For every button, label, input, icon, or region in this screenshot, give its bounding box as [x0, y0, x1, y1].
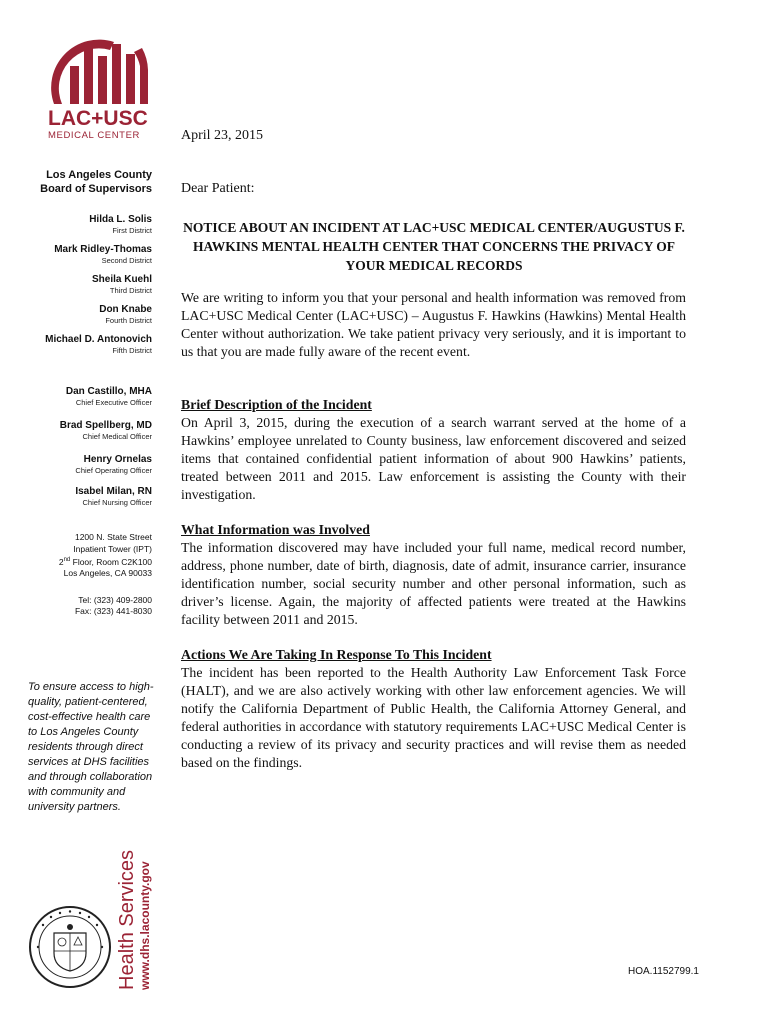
notice-headline: NOTICE ABOUT AN INCIDENT AT LAC+USC MEDICAL CENTER/AUGUSTUS F. HAWKINS MENTAL HEALTH CENTER THAT CONCERNS THE PRIVACY OF YOUR MEDICAL RECORDS: [183, 220, 685, 273]
supervisor-role: Third District: [109, 286, 152, 295]
county-seal-icon: [28, 905, 112, 989]
officer-role: Chief Operating Officer: [75, 466, 152, 475]
officer-name: Henry Ornelas: [83, 454, 152, 465]
letter-date: April 23, 2015: [181, 128, 264, 143]
logo-text: [48, 108, 164, 141]
officer-role: Chief Executive Officer: [75, 398, 152, 407]
fax-number: Fax: (323) 441-8030: [74, 606, 152, 617]
phone-block: [20, 595, 152, 618]
section-incident: [181, 396, 686, 504]
officer-name: Brad Spellberg, MD: [59, 420, 152, 431]
section-body: The information discovered may have included your full name, medical record number, address, phone number, date of birth, diagnosis, date of admit, insurance carrier, insurance identification number, social security number and other personal information, such as driver’s license. Again, the majority of affected patients were treated at the Hawkins facility between 2011 and 2015.: [181, 540, 686, 627]
reference-code: HOA.1152799.1: [628, 966, 699, 977]
officer-name: Dan Castillo, MHA: [65, 386, 152, 397]
supervisor-role: Second District: [101, 256, 152, 265]
supervisor-role: First District: [112, 226, 152, 235]
address-line: 1200 N. State Street: [74, 532, 152, 542]
supervisor-name: Michael D. Antonovich: [45, 334, 152, 345]
supervisor-role: Fourth District: [105, 316, 152, 325]
officer-role: Chief Nursing Officer: [82, 498, 152, 507]
section-actions: [181, 646, 686, 772]
logo-sub-text: MEDICAL CENTER: [48, 130, 140, 141]
mission-statement: To ensure access to high-quality, patient-centered, cost-effective health care to Los Angeles County residents through direct services at DHS facilities and through collaboration with community and university partners.: [28, 681, 154, 813]
tel-number: Tel: (323) 409-2800: [78, 594, 152, 605]
address-block: [20, 532, 152, 580]
intro-paragraph: We are writing to inform you that your personal and health information was removed from LAC+USC Medical Center (LAC+USC) – Augustus F. Hawkins (Hawkins) Mental Health Center without authorization. We take patient privacy very seriously, and it is important to us that you are made fully aware of the recent event.: [181, 290, 686, 359]
officer-role: Chief Medical Officer: [82, 432, 152, 441]
sidebar: [20, 168, 152, 618]
section-heading: Brief Description of the Incident: [181, 397, 372, 412]
section-information: [181, 521, 686, 629]
supervisor-role: Fifth District: [112, 346, 152, 355]
website-url: www.dhs.lacounty.gov: [138, 861, 152, 990]
board-title-line1: Los Angeles County: [46, 169, 152, 181]
address-line: Los Angeles, CA 90033: [63, 568, 152, 579]
section-heading: What Information was Involved: [181, 522, 370, 537]
section-body: On April 3, 2015, during the execution of a search warrant served at the home of a Hawkins’ employee unrelated to County business, law enforcement discovered and seized items that contained confidential patient information of about 900 Hawkins’ patients, treated between 2011 and 2015. Law enforcement is assisting the County with their investigation.: [181, 415, 686, 502]
address-floor-suffix: nd: [63, 557, 71, 563]
section-heading: Actions We Are Taking In Response To This Incident: [181, 647, 492, 662]
supervisor-name: Hilda L. Solis: [89, 214, 152, 225]
supervisor-name: Mark Ridley-Thomas: [54, 244, 152, 255]
address-floor-number: 2: [58, 556, 64, 567]
address-floor-rest: Floor, Room C2K100: [70, 556, 152, 567]
vertical-brand: [116, 830, 152, 990]
supervisor-name: Sheila Kuehl: [91, 274, 152, 285]
section-body: The incident has been reported to the Health Authority Law Enforcement Task Force (HALT), and we are also actively working with other law enforcement agencies. We will notify the California Department of Public Health, the California Attorney General, and federal authorities in accordance with statutory requirements LAC+USC Medical Center is conducting a review of its privacy and security practices and will revise them as needed based on the findings.: [181, 665, 686, 770]
board-title-line2: Board of Supervisors: [40, 183, 152, 195]
health-services-text: Health Services: [116, 849, 138, 990]
address-line: [20, 555, 152, 568]
salutation: Dear Patient:: [181, 181, 255, 196]
officer-name: Isabel Milan, RN: [75, 486, 152, 497]
logo-main-text: LAC+USC: [48, 107, 148, 130]
supervisor-name: Don Knabe: [99, 304, 152, 315]
address-line: Inpatient Tower (IPT): [73, 543, 152, 554]
